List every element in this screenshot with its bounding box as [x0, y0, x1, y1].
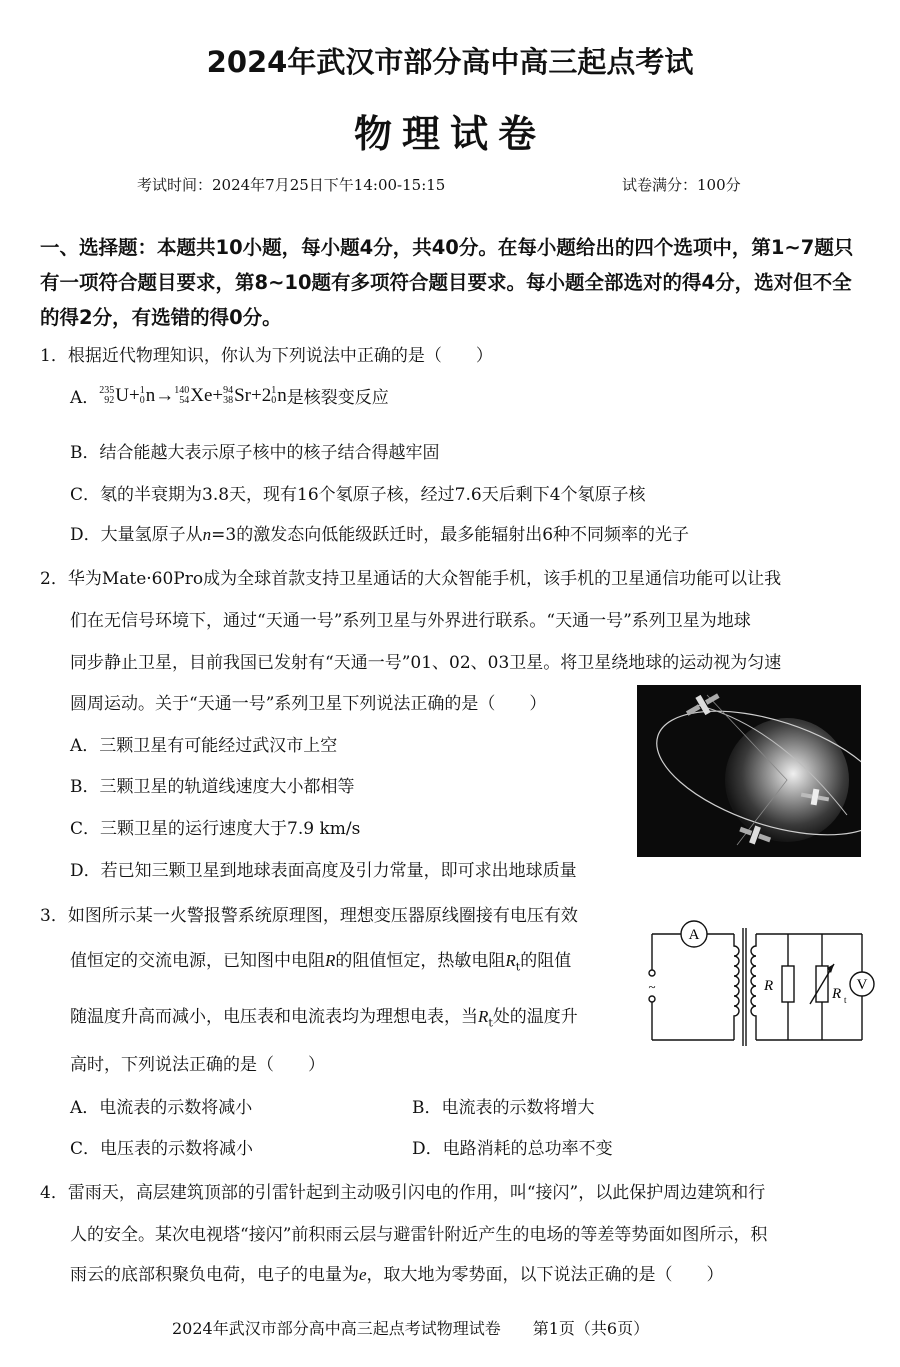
- sr-number: 38: [223, 394, 234, 406]
- q1-option-a: [70, 383, 389, 408]
- q2-option-d: D．若已知三颗卫星到地球表面高度及引力常量，即可求出地球质量: [70, 861, 577, 881]
- q1-option-d: [70, 520, 689, 545]
- n-mass: 1: [139, 384, 145, 396]
- q1-option-a-label: A．: [70, 388, 100, 408]
- q2-line-4: 圆周运动。关于“天通一号”系列卫星下列说法正确的是（ ）: [70, 694, 547, 714]
- q4-line-3: [70, 1260, 724, 1285]
- var-rt: R: [478, 1007, 489, 1026]
- u-symbol: U: [115, 384, 130, 406]
- var-rt-sub: t: [515, 960, 521, 974]
- q1-option-d-post: =3的激发态向低能级跃迁时，最多能辐射出6种不同频率的光子: [211, 525, 690, 545]
- q2-option-b: B．三颗卫星的轨道线速度大小都相等: [70, 777, 355, 797]
- plus-sign: +: [251, 384, 262, 406]
- q1-option-d-var: n: [202, 525, 212, 544]
- var-rt: R: [505, 951, 516, 970]
- n-number: 0: [271, 394, 277, 406]
- page-footer: 2024年武汉市部分高中高三起点考试物理试卷 第1页（共6页）: [172, 1319, 650, 1338]
- q3-line-2-mid: 的阻值恒定，热敏电阻: [335, 951, 506, 971]
- resistor-r-label: R: [764, 978, 774, 994]
- q4-line-1: 4．雷雨天，高层建筑顶部的引雷针起到主动吸引闪电的作用，叫“接闪”，以此保护周边建筑和行: [40, 1183, 766, 1203]
- section-heading: 一、选择题：本题共10小题，每小题4分，共40分。在每小题给出的四个选项中，第1~7题只有一项符合题目要求，第8~10题有多项符合题目要求。每小题全部选对的得4分，选对但不全的得2分，有选错的得0分。: [40, 236, 854, 329]
- ammeter-label: A: [688, 927, 700, 943]
- q2-option-a: A．三颗卫星有可能经过武汉市上空: [70, 736, 338, 756]
- xe-symbol: Xe: [190, 384, 213, 406]
- coefficient: 2: [261, 384, 272, 406]
- q3-line-4: 高时，下列说法正确的是（ ）: [70, 1055, 325, 1075]
- q3-line-2-post: 的阻值: [520, 951, 572, 971]
- nuclear-equation: [99, 385, 286, 407]
- q1-stem: 1．根据近代物理知识，你认为下列说法中正确的是（ ）: [40, 346, 493, 366]
- xe-number: 54: [179, 394, 190, 406]
- q2-option-c: C．三颗卫星的运行速度大于7.9 km/s: [70, 819, 361, 839]
- subject-title: 物理试卷: [353, 112, 546, 156]
- var-e: e: [359, 1265, 367, 1284]
- q1-option-a-text: 是核裂变反应: [286, 388, 389, 408]
- q1-option-b: B．结合能越大表示原子核中的核子结合得越牢固: [70, 443, 440, 463]
- full-score: 试卷满分：100分: [622, 176, 741, 194]
- plus-sign: +: [129, 384, 140, 406]
- thermistor-label: R: [832, 986, 842, 1002]
- q3-option-c: C．电压表的示数将减小: [70, 1139, 254, 1159]
- ac-source-symbol: ~: [648, 979, 656, 994]
- satellite-orbit-image: [637, 685, 861, 857]
- q2-line-3: 同步静止卫星，目前我国已发射有“天通一号”01、02、03卫星。将卫星绕地球的运动视为匀速: [70, 653, 782, 673]
- u-number: 92: [104, 394, 115, 406]
- q1-option-c: C．氡的半衰期为3.8天，现有16个氡原子核，经过7.6天后剩下4个氡原子核: [70, 485, 646, 505]
- thermistor-sub: t: [844, 995, 847, 1005]
- plus-sign: +: [212, 384, 224, 406]
- q4-line-3-post: ，取大地为零势面，以下说法正确的是（ ）: [366, 1265, 724, 1285]
- q3-line-3-pre: 随温度升高而减小，电压表和电流表均为理想电表，当: [70, 1007, 478, 1027]
- reaction-arrow: →: [155, 384, 175, 406]
- q3-option-a: A．电流表的示数将减小: [70, 1098, 253, 1118]
- n-symbol: n: [145, 384, 156, 406]
- q2-line-2: 们在无信号环境下，通过“天通一号”系列卫星与外界进行联系。“天通一号”系列卫星为地球: [70, 611, 751, 631]
- q3-option-d: D．电路消耗的总功率不变: [412, 1139, 613, 1159]
- q4-line-3-pre: 雨云的底部积聚负电荷，电子的电量为: [70, 1265, 359, 1285]
- fire-alarm-circuit-diagram: [640, 918, 888, 1054]
- sr-symbol: Sr: [234, 384, 252, 406]
- n-number: 0: [139, 394, 145, 406]
- q1-option-d-pre: D．大量氢原子从: [70, 525, 203, 545]
- q2-line-1: 2．华为Mate·60Pro成为全球首款支持卫星通话的大众智能手机，该手机的卫星通信功能可以让我: [40, 569, 782, 589]
- q3-line-3-post: 处的温度升: [492, 1007, 578, 1027]
- q3-line-3: [70, 1002, 578, 1029]
- exam-title: 2024年武汉市部分高中高三起点考试: [206, 45, 694, 79]
- var-r: R: [325, 951, 336, 970]
- q3-line-2-pre: 值恒定的交流电源，已知图中电阻: [70, 951, 325, 971]
- q3-line-1: 3．如图所示某一火警报警系统原理图，理想变压器原线圈接有电压有效: [40, 906, 578, 926]
- u-mass: 235: [99, 384, 115, 396]
- sr-mass: 94: [223, 384, 234, 396]
- q3-line-2: [70, 946, 571, 973]
- exam-time: 考试时间：2024年7月25日下午14:00-15:15: [137, 176, 446, 194]
- var-rt-sub: t: [488, 1016, 493, 1030]
- q4-line-2: 人的安全。某次电视塔“接闪”前积雨云层与避雷针附近产生的电场的等差等势面如图所示，积: [70, 1225, 768, 1245]
- n-mass: 1: [271, 384, 277, 396]
- n-symbol: n: [277, 384, 287, 406]
- xe-mass: 140: [174, 384, 190, 396]
- voltmeter-label: V: [856, 977, 868, 993]
- q3-option-b: B．电流表的示数将增大: [412, 1098, 595, 1118]
